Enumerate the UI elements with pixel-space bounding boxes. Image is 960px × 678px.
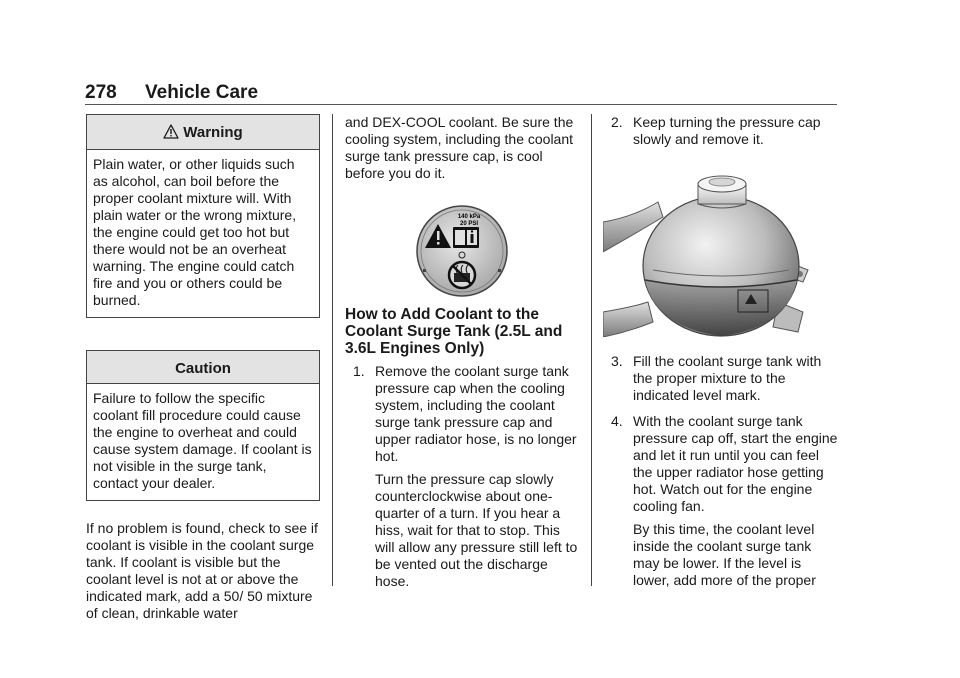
step-3 bbox=[611, 353, 838, 404]
header-rule bbox=[85, 104, 837, 105]
step-number: 3. bbox=[611, 353, 623, 369]
surge-tank-illustration bbox=[603, 162, 813, 337]
warning-header bbox=[87, 115, 319, 150]
step-text: Keep turning the pressure cap slowly and remove it. bbox=[633, 114, 821, 147]
step-number: 4. bbox=[611, 413, 623, 429]
step-2 bbox=[611, 114, 838, 148]
column-3 bbox=[603, 114, 838, 589]
no-open-hot-icon bbox=[449, 262, 475, 288]
cap-psi-label: 20 PSI bbox=[459, 221, 479, 227]
caution-title: Caution bbox=[175, 360, 231, 377]
column-divider bbox=[591, 114, 592, 586]
step-subtext: Turn the pressure cap slowly counterclockwise about one-quarter of a turn. If you hear a hiss, wait for that to stop. This will allow any pressure still left to be vented out the discharge hose. bbox=[375, 471, 578, 589]
tank-body bbox=[643, 196, 799, 336]
step-number: 1. bbox=[353, 363, 365, 379]
column-divider bbox=[332, 114, 333, 586]
steps-list-part-3 bbox=[611, 353, 838, 589]
caution-body: Failure to follow the specific coolant fill procedure could cause the engine to overheat and could cause system damage. If coolant is not visible in the surge tank, contact your dealer. bbox=[93, 390, 312, 491]
steps-list-part-2 bbox=[611, 114, 838, 148]
caution-header bbox=[87, 351, 319, 384]
body-paragraph: and DEX-COOL coolant. Be sure the cooling system, including the coolant surge tank pressure cap, is cool before you do it. bbox=[345, 114, 574, 181]
steps-list-part-1 bbox=[353, 363, 580, 590]
tank-pressure-cap bbox=[698, 176, 746, 208]
lower-hose bbox=[603, 302, 653, 337]
body-paragraph: If no problem is found, check to see if coolant is visible in the coolant surge tank. If coolant is visible but the coolant level is not at or above the indicated mark, add a 50/ 50 mixture of clean, drinkable water bbox=[86, 520, 318, 621]
column-1 bbox=[86, 114, 320, 622]
warning-box bbox=[86, 114, 320, 318]
step-text: Remove the coolant surge tank pressure cap when the cooling system, including the coolant surge tank pressure cap and upper radiator hose, is no longer hot. bbox=[375, 363, 577, 464]
step-1 bbox=[353, 363, 580, 590]
warning-body: Plain water, or other liquids such as alcohol, can boil before the proper coolant mixture will. With plain water or the wrong mixture, the engine could get too hot but there would not be an overheat warning. The engine could catch fire and you or others could be burned. bbox=[93, 156, 297, 308]
caution-box bbox=[86, 350, 320, 501]
warning-title: Warning bbox=[183, 124, 243, 141]
page-number: 278 bbox=[85, 82, 117, 103]
step-subtext: By this time, the coolant level inside the coolant surge tank may be lower. If the level is lower, add more of the proper bbox=[633, 521, 816, 588]
step-number: 2. bbox=[611, 114, 623, 130]
section-heading: How to Add Coolant to the Coolant Surge Tank (2.5L and 3.6L Engines Only) bbox=[345, 306, 563, 357]
page-header bbox=[85, 80, 837, 108]
step-text: Fill the coolant surge tank with the proper mixture to the indicated level mark. bbox=[633, 353, 822, 403]
pressure-cap-illustration bbox=[415, 204, 509, 298]
step-4 bbox=[611, 413, 838, 589]
section-title: Vehicle Care bbox=[145, 82, 259, 103]
cap-kpa-label: 140 kPa bbox=[457, 214, 481, 220]
warning-icon bbox=[163, 124, 179, 143]
manual-book-icon bbox=[453, 227, 479, 248]
step-text: With the coolant surge tank pressure cap off, start the engine and let it run until you can feel the upper radiator hose getting hot. Watch out for the engine cooling fan. bbox=[633, 413, 838, 514]
column-2 bbox=[345, 114, 580, 590]
